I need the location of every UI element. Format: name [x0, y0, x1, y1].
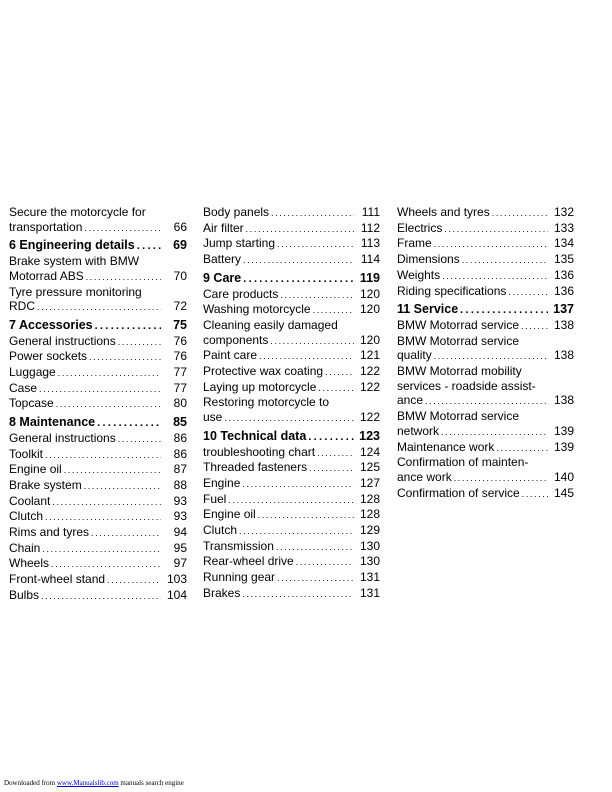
dot-leader [462, 253, 548, 268]
toc-page-number: 66 [173, 219, 187, 234]
toc-page-number: 87 [173, 462, 187, 477]
dot-leader [91, 526, 161, 541]
dot-leader [84, 479, 161, 494]
toc-entry-title: Riding specifications [397, 283, 507, 298]
dot-leader [118, 432, 161, 447]
toc-entry[interactable] [397, 486, 574, 502]
toc-entry-title: use [203, 410, 223, 425]
toc-entry[interactable] [9, 494, 187, 510]
toc-entry[interactable] [397, 221, 574, 237]
toc-entry[interactable] [203, 507, 380, 523]
toc-page-number: 138 [553, 393, 574, 408]
toc-page-number: 136 [553, 283, 574, 298]
toc-page-number: 80 [173, 396, 187, 411]
toc-page-number: 122 [359, 410, 380, 425]
toc-entry-title: Running gear [203, 570, 276, 585]
toc-entry-title: Front-wheel stand [9, 572, 106, 587]
toc-entry[interactable] [203, 554, 380, 570]
toc-page-number: 114 [360, 252, 380, 267]
dot-leader [441, 425, 548, 440]
toc-entry-title: Washing motorcycle [203, 302, 311, 317]
dot-leader [313, 303, 354, 318]
toc-page-number: 72 [173, 299, 187, 314]
toc-page-number: 129 [359, 523, 380, 538]
toc-entry-title: Clutch [9, 509, 44, 524]
toc-entry[interactable] [203, 492, 380, 508]
toc-page-number: 139 [553, 423, 574, 438]
toc-entry[interactable] [9, 334, 187, 350]
toc-chapter-heading[interactable] [9, 238, 187, 254]
toc-entry-title: Air filter [203, 220, 244, 235]
dot-leader [64, 463, 161, 478]
dot-leader [242, 587, 354, 602]
toc-page-number: 131 [359, 585, 380, 600]
toc-entry-title: 8 Maintenance [9, 415, 96, 430]
dot-leader [137, 239, 161, 254]
dot-leader [317, 446, 354, 461]
dot-leader [242, 477, 354, 492]
toc-entry[interactable] [397, 205, 574, 221]
toc-entry[interactable] [9, 349, 187, 365]
toc-page-number: 130 [359, 538, 380, 553]
toc-entry[interactable] [397, 236, 574, 252]
toc-entry[interactable] [9, 478, 187, 494]
toc-column-1 [9, 205, 187, 604]
toc-page-number: 130 [359, 554, 380, 569]
toc-entry[interactable] [203, 205, 380, 221]
toc-entry-title: Wheels and tyres [397, 205, 490, 219]
toc-page-number: 69 [173, 238, 187, 253]
toc-entry-title: RDC [9, 299, 35, 314]
toc-entry[interactable] [9, 365, 187, 381]
dot-leader [118, 335, 161, 350]
dot-leader [296, 555, 354, 570]
toc-entry[interactable] [203, 302, 380, 318]
toc-page-number: 124 [359, 444, 380, 459]
toc-entry[interactable] [203, 348, 380, 364]
dot-leader [243, 272, 354, 287]
toc-page-number: 127 [359, 475, 380, 490]
toc-page-number: 135 [553, 252, 574, 267]
toc-entry[interactable] [203, 460, 380, 476]
toc-page-number: 76 [173, 349, 187, 364]
dot-leader [86, 270, 161, 285]
toc-page-number: 137 [553, 302, 574, 317]
toc-entry-text: Cleaning easily damaged [203, 317, 338, 332]
toc-entry-title: Fuel [203, 491, 227, 506]
toc-entry[interactable] [397, 440, 574, 456]
dot-leader [444, 222, 548, 237]
toc-entry[interactable] [397, 470, 574, 486]
dot-leader [39, 382, 161, 397]
toc-entry-title: Laying up motorcycle [203, 379, 317, 394]
toc-entry-title: Jump starting [203, 236, 276, 251]
toc-page-number: 123 [359, 428, 380, 443]
footer-suffix: manuals search engine [118, 779, 184, 787]
toc-entry[interactable] [397, 348, 574, 364]
toc-page-number: 93 [173, 493, 187, 508]
toc-page-number: 86 [173, 446, 187, 461]
toc-entry-title: transportation [9, 219, 83, 234]
toc-entry[interactable] [203, 252, 380, 268]
toc-entry-text: Confirmation of mainten- [397, 455, 529, 470]
dot-leader [45, 448, 161, 463]
toc-entry-title: 6 Engineering details [9, 238, 135, 253]
toc-entry-title: ance work [397, 469, 452, 484]
dot-leader [309, 461, 354, 476]
toc-page-number: 111 [361, 205, 380, 219]
toc-entry[interactable] [9, 431, 187, 447]
toc-entry-text: BMW Motorrad service [397, 333, 520, 348]
dot-leader [276, 540, 354, 555]
toc-entry-title: Topcase [9, 396, 54, 411]
toc-entry-title: General instructions [9, 333, 116, 348]
toc-chapter-heading[interactable] [203, 271, 380, 287]
toc-page-number: 94 [173, 525, 187, 540]
toc-entry-text: BMW Motorrad mobility [397, 364, 522, 379]
toc-entry-title: troubleshooting chart [203, 444, 316, 459]
dot-leader [42, 542, 161, 557]
toc-entry[interactable] [9, 462, 187, 478]
toc-entry[interactable] [9, 269, 187, 285]
toc-entry-title: Electrics [397, 220, 443, 235]
toc-page-number: 122 [359, 364, 380, 379]
toc-page-number: 138 [553, 317, 574, 332]
dot-leader [56, 397, 161, 412]
toc-page-number: 88 [173, 477, 187, 492]
toc-page-number: 76 [173, 333, 187, 348]
toc-entry[interactable] [203, 586, 380, 602]
toc-entry[interactable] [203, 476, 380, 492]
toc-entry-title: General instructions [9, 430, 116, 445]
dot-leader [277, 237, 354, 252]
toc-page-number: 120 [359, 332, 380, 347]
dot-leader [95, 319, 161, 334]
dot-leader [496, 441, 548, 456]
toc-entry-title: Rims and tyres [9, 525, 90, 540]
dot-leader [270, 334, 354, 349]
toc-entry[interactable] [9, 509, 187, 525]
toc-entry-title: Luggage [9, 365, 56, 380]
toc-entry[interactable] [397, 393, 574, 409]
dot-leader [228, 493, 354, 508]
toc-entry-text: Restoring motorcycle to [203, 395, 330, 410]
toc-entry[interactable] [9, 572, 187, 588]
toc-entry-title: Protective wax coating [203, 364, 324, 379]
toc-entry[interactable] [203, 445, 380, 461]
toc-chapter-heading[interactable] [9, 318, 187, 334]
toc-entry-title: 10 Technical data [203, 428, 307, 443]
toc-page-number: 132 [553, 205, 574, 219]
toc-entry-title: Wheels [9, 556, 50, 571]
toc-page-number: 95 [173, 540, 187, 555]
toc-page-number: 136 [553, 267, 574, 282]
toc-entry[interactable] [9, 396, 187, 412]
toc-entry-title: Bulbs [9, 587, 40, 602]
toc-entry-title: BMW Motorrad service [397, 317, 520, 332]
toc-page-number: 97 [173, 556, 187, 571]
dot-leader [84, 221, 161, 236]
dot-leader [460, 303, 548, 318]
toc-page-number: 128 [359, 507, 380, 522]
toc-entry[interactable] [203, 236, 380, 252]
toc-page-number: 134 [553, 236, 574, 251]
toc-entry-title: 7 Accessories [9, 317, 93, 332]
toc-entry-title: Confirmation of service [397, 485, 520, 500]
dot-leader [508, 285, 548, 300]
toc-entry-title: Engine [203, 475, 241, 490]
toc-entry[interactable] [9, 588, 187, 604]
toc-page-number: 85 [173, 415, 187, 430]
toc-entry[interactable] [9, 220, 187, 236]
download-footer [4, 779, 184, 787]
dot-leader [51, 557, 161, 572]
dot-leader [492, 206, 548, 221]
toc-page-number: 120 [359, 302, 380, 317]
dot-leader [37, 300, 161, 315]
toc-entry-title: Motorrad ABS [9, 268, 84, 283]
toc-entry-title: Care products [203, 286, 279, 301]
dot-leader [325, 365, 354, 380]
toc-page-number: 121 [359, 348, 380, 363]
toc-entry[interactable] [9, 541, 187, 557]
dot-leader [280, 288, 354, 303]
dot-leader [425, 394, 548, 409]
toc-page-number: 133 [553, 220, 574, 235]
dot-leader [442, 269, 548, 284]
toc-entry-title: Frame [397, 236, 432, 251]
footer-prefix: Downloaded from [4, 779, 57, 787]
toc-entry-text: Brake system with BMW [9, 254, 140, 269]
dot-leader [246, 222, 354, 237]
toc-entry-title: 9 Care [203, 270, 242, 285]
toc-entry-title: Battery [203, 252, 242, 267]
toc-page-number: 86 [173, 430, 187, 445]
toc-entry[interactable] [9, 447, 187, 463]
toc-entry[interactable] [397, 318, 574, 334]
toc-page-number: 145 [553, 485, 574, 500]
toc-entry-text: BMW Motorrad service [397, 409, 520, 424]
toc-page-number: 103 [166, 572, 187, 587]
toc-entry-title: Weights [397, 267, 441, 282]
dot-leader [521, 319, 548, 334]
toc-chapter-heading[interactable] [397, 302, 574, 318]
toc-page-number: 113 [360, 236, 380, 251]
toc-page-number: 125 [359, 460, 380, 475]
toc-entry-title: Dimensions [397, 252, 460, 267]
toc-page-number: 128 [359, 491, 380, 506]
toc-entry-title: 11 Service [397, 302, 459, 317]
toc-entry-title: Case [9, 380, 38, 395]
dot-leader [52, 495, 161, 510]
toc-entry-title: Clutch [203, 523, 238, 538]
dot-leader [41, 589, 161, 604]
dot-leader [89, 350, 161, 365]
toc-column-3 [397, 205, 574, 501]
toc-page-number: 77 [173, 380, 187, 395]
toc-chapter-heading[interactable] [203, 429, 380, 445]
toc-page-number: 70 [173, 268, 187, 283]
dot-leader [107, 573, 161, 588]
dot-leader [259, 349, 354, 364]
toc-page-number: 104 [166, 587, 187, 602]
toc-page-number: 120 [359, 286, 380, 301]
toc-entry[interactable] [203, 364, 380, 380]
dot-leader [522, 487, 548, 502]
toc-entry-title: Coolant [9, 493, 51, 508]
dot-leader [243, 253, 354, 268]
toc-entry[interactable] [9, 556, 187, 572]
toc-entry-title: Body panels [203, 205, 270, 219]
toc-entry[interactable] [9, 381, 187, 397]
toc-chapter-heading[interactable] [9, 415, 187, 431]
toc-page-number: 122 [359, 379, 380, 394]
toc-entry[interactable] [203, 523, 380, 539]
dot-leader [97, 416, 161, 431]
toc-entry-title: Power sockets [9, 349, 88, 364]
toc-entry-title: Brakes [203, 585, 241, 600]
toc-entry[interactable] [397, 252, 574, 268]
toc-entry-title: Engine oil [203, 507, 256, 522]
toc-entry-title: Transmission [203, 538, 274, 553]
toc-column-2 [203, 205, 380, 602]
dot-leader [308, 430, 354, 445]
toc-entry-title: quality [397, 348, 432, 363]
toc-entry-title: Threaded fasteners [203, 460, 308, 475]
dot-leader [434, 237, 548, 252]
toc-entry-title: Engine oil [9, 462, 62, 477]
toc-entry[interactable] [203, 539, 380, 555]
toc-entry[interactable] [397, 424, 574, 440]
toc-entry-title: Toolkit [9, 446, 44, 461]
dot-leader [239, 524, 354, 539]
toc-page-number: 119 [359, 270, 380, 285]
dot-leader [277, 571, 354, 586]
toc-entry-text: services - roadside assist- [397, 378, 536, 393]
dot-leader [454, 471, 548, 486]
dot-leader [258, 508, 354, 523]
dot-leader [58, 366, 161, 381]
toc-entry[interactable] [203, 221, 380, 237]
toc-entry-title: network [397, 423, 440, 438]
toc-entry[interactable] [397, 268, 574, 284]
toc-entry-title: Rear-wheel drive [203, 554, 294, 569]
toc-entry[interactable] [9, 299, 187, 315]
toc-entry[interactable] [203, 570, 380, 586]
toc-entry-text: Secure the motorcycle for [9, 205, 146, 219]
toc-entry-title: Maintenance work [397, 439, 495, 454]
toc-page-number: 140 [553, 469, 574, 484]
toc-entry-title: ance [397, 393, 424, 408]
toc-page-number: 77 [173, 365, 187, 380]
toc-page-number: 75 [173, 317, 187, 332]
toc-page-number: 112 [360, 220, 380, 235]
toc-page-number: 131 [359, 570, 380, 585]
dot-leader [45, 510, 161, 525]
dot-leader [434, 349, 548, 364]
toc-entry-text: Tyre pressure monitoring [9, 284, 142, 299]
dot-leader [271, 206, 354, 221]
toc-page-number: 139 [553, 439, 574, 454]
toc-entry-title: Brake system [9, 477, 82, 492]
manualslib-link[interactable]: www.Manualslib.com [56, 779, 119, 787]
toc-entry[interactable] [203, 287, 380, 303]
toc-page-number: 138 [553, 348, 574, 363]
toc-entry[interactable] [397, 284, 574, 300]
toc-entry-title: components [203, 332, 269, 347]
dot-leader [318, 381, 354, 396]
toc-entry[interactable] [203, 410, 380, 426]
toc-entry-title: Chain [9, 540, 41, 555]
toc-page-number: 93 [173, 509, 187, 524]
toc-entry[interactable] [9, 525, 187, 541]
dot-leader [224, 411, 354, 426]
toc-entry-title: Paint care [203, 348, 258, 363]
toc-entry[interactable] [203, 380, 380, 396]
toc-entry[interactable] [203, 333, 380, 349]
